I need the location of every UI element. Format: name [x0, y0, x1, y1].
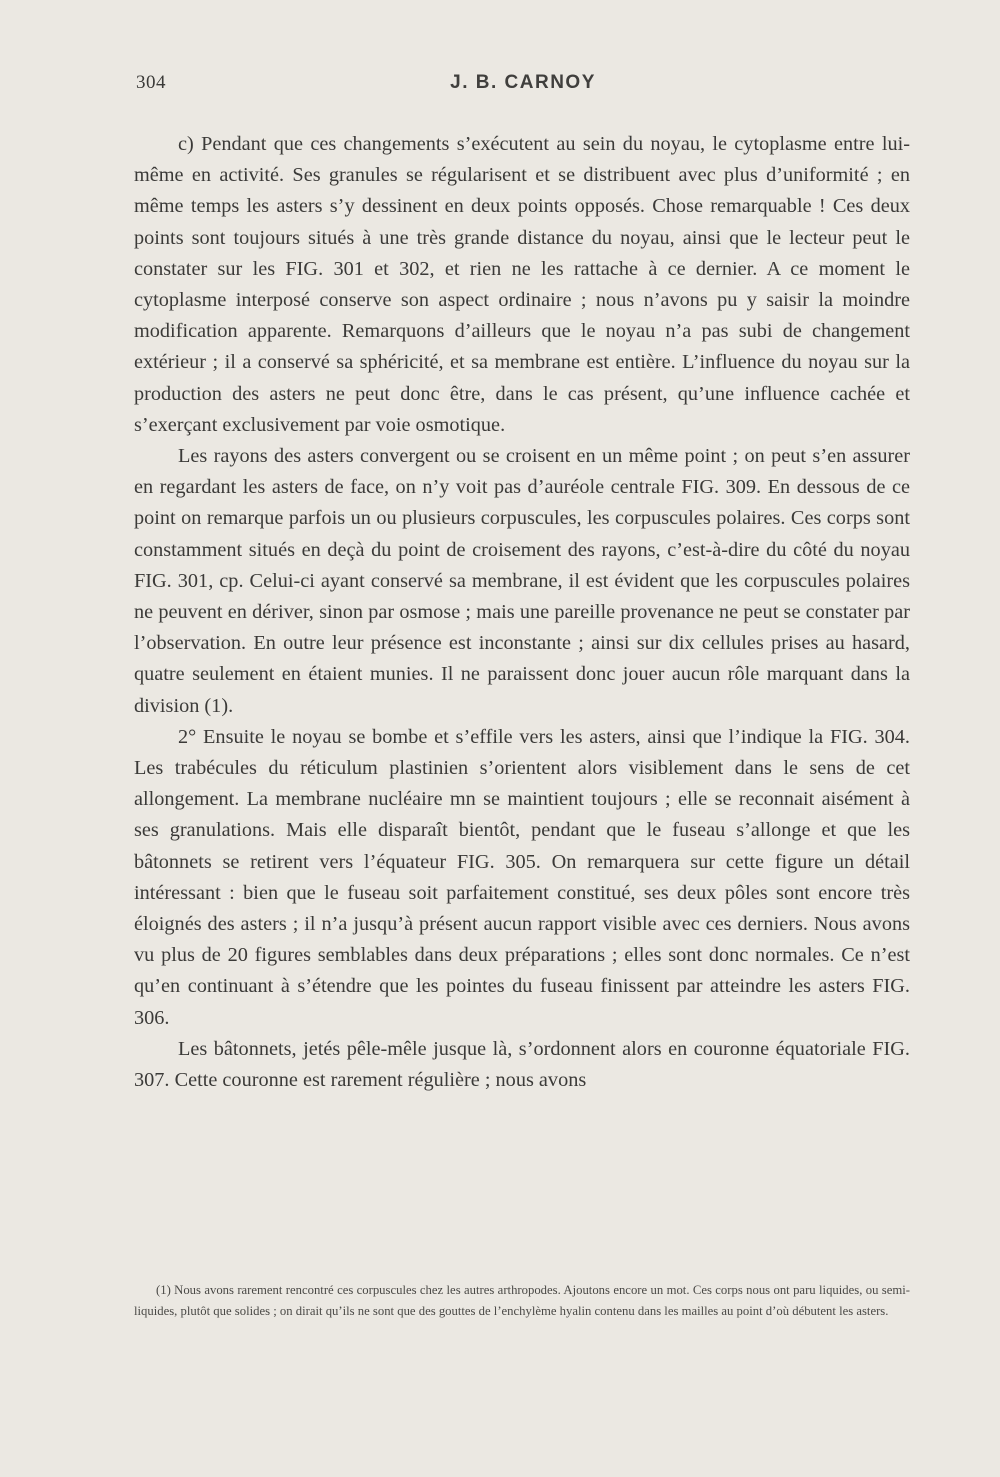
- page-number: 304: [136, 72, 166, 93]
- paragraph-equatorial-crown: Les bâtonnets, jetés pêle-mêle jusque là, s’ordonnent alors en couronne équatoriale FIG. 307. Cette couronne est rarement régulière ; nous avons: [134, 1037, 910, 1092]
- running-title: J. B. CARNOY: [450, 72, 596, 93]
- main-text: [134, 129, 910, 1096]
- paragraph-spindle-formation: 2° Ensuite le noyau se bombe et s’effile vers les asters, ainsi que l’indique la FIG. 304. Les trabécules du réticulum plastinien s’orientent alors visiblement dans le sens de cet allongement. La membrane nucléaire mn se maintient toujours ; elle se reconnait aisément à ses granulations. Mais elle disparaît bientôt, pendant que le fuseau s’allonge et que les bâtonnets se retirent vers l’équateur FIG. 305. On remarquera sur cette figure un détail intéressant : bien que le fuseau soit parfaitement constitué, ses deux pôles sont encore très éloignés des asters ; il n’a jusqu’à présent aucun rapport visible avec ces derniers. Nous avons vu plus de 20 figures semblables dans deux préparations ; elles sont donc normales. Ce n’est qu’en continuant à s’étendre que les pointes du fuseau finissent par atteindre les asters FIG. 306.: [134, 725, 910, 1029]
- footnote-1: (1) Nous avons rarement rencontré ces corpuscules chez les autres arthropodes. Ajoutons encore un mot. Ces corps nous ont paru liquides, ou semi-liquides, plutôt que solides ; on dirait qu’ils ne sont que des gouttes de l’enchylème hyalin contenu dans les mailles au point d’où débutent les asters.: [134, 1283, 910, 1318]
- paragraph-aster-rays: Les rayons des asters convergent ou se croisent en un même point ; on peut s’en assurer en regardant les asters de face, on n’y voit pas d’auréole centrale FIG. 309. En dessous de ce point on remarque parfois un ou plusieurs corpuscules, les corpuscules polaires. Ces corps sont constamment situés en deçà du point de croisement des rayons, c’est-à-dire du côté du noyau FIG. 301, cp. Celui-ci ayant conservé sa membrane, il est évident que les corpuscules polaires ne peuvent en dériver, sinon par osmose ; mais une pareille provenance ne peut se constater par l’observation. En outre leur présence est inconstante ; ainsi sur dix cellules prises au hasard, quatre seulement en étaient munies. Il ne paraissent donc jouer aucun rôle marquant dans la division (1).: [134, 445, 910, 717]
- paragraph-cytoplasm-activity: c) Pendant que ces changements s’exécutent au sein du noyau, le cytoplasme entre lui-même en activité. Ses granules se régularisent et se distribuent avec plus d’uniformité ; en même temps les asters s’y dessinent en deux points opposés. Chose remarquable ! Ces deux points sont toujours situés à une très grande distance du noyau, ainsi que le lecteur peut le constater sur les FIG. 301 et 302, et rien ne les rattache à ce dernier. A ce moment le cytoplasme interposé conserve son aspect ordinaire ; nous n’avons pu y saisir la moindre modification apparente. Remarquons d’ailleurs que le noyau n’a pas subi de changement extérieur ; il a conservé sa sphéricité, et sa membrane est entière. L’influence du noyau sur la production des asters ne peut donc être, dans le cas présent, qu’une influence cachée et s’exerçant exclusivement par voie osmotique.: [134, 133, 910, 436]
- footnotes: [134, 1280, 910, 1321]
- running-header: [136, 72, 910, 100]
